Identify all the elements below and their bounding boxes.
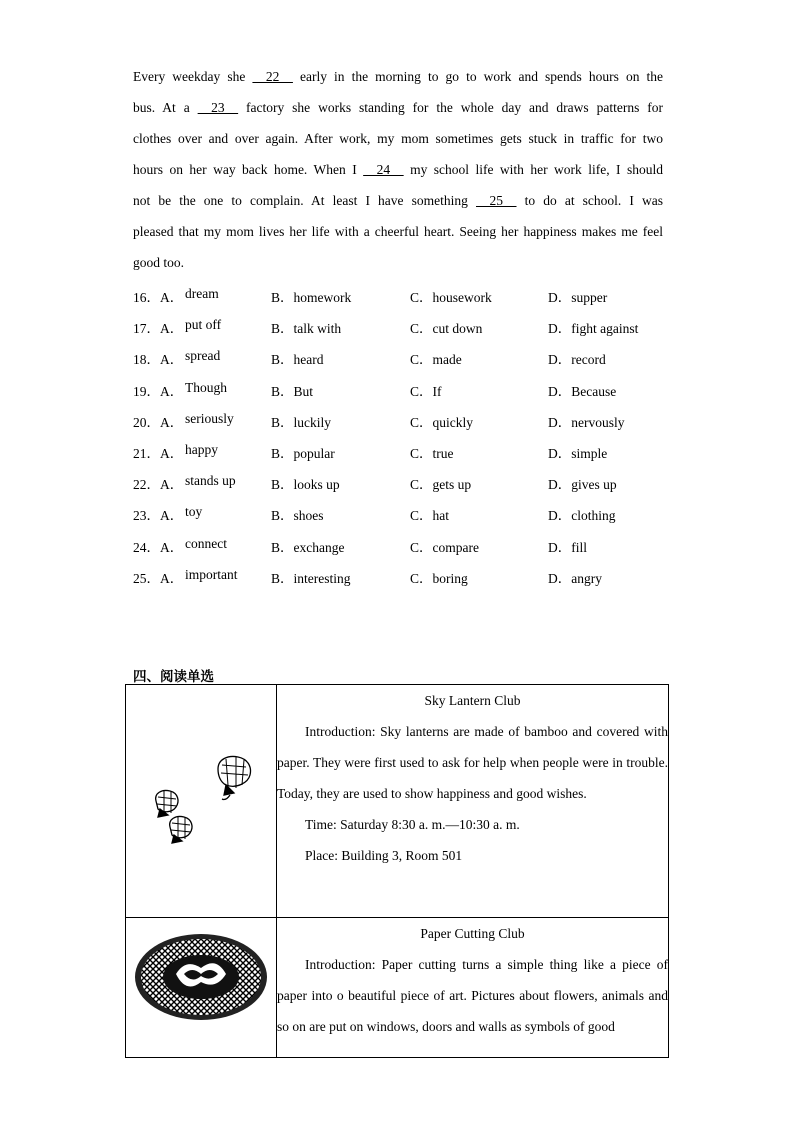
club-row-sky-lantern [126, 685, 669, 918]
passage-line: bus. At a 23 factory she works standing for the whole day and draws patterns for [133, 92, 663, 123]
passage-line: clothes over and over again. After work, my mom sometimes gets stuck in traffic for two [133, 131, 663, 146]
section-title: 四、阅读单选 [133, 669, 214, 685]
club-introduction: Introduction: Paper cutting turns a simple thing like a piece of paper into o beautiful piece of art. Pictures about flowers, animals and so on are put on windows, doors and walls as symbols of good [277, 957, 668, 1034]
passage-line: hours on her way back home. When I 24 my school life with her work life, I should [133, 154, 663, 185]
sky-lantern-picture [126, 685, 277, 918]
club-row-paper-cutting [126, 918, 669, 1058]
passage-line: good too. [133, 255, 185, 270]
sky-lantern-icon [126, 685, 276, 913]
clubs-table [125, 684, 669, 1058]
blank-23: 23 [197, 100, 239, 115]
blank-22: 22 [252, 69, 293, 84]
club-title: Paper Cutting Club [420, 926, 525, 941]
passage-line: Every weekday she 22 early in the morning to go to work and spends hours on the [133, 61, 663, 92]
blank-24: 24 [363, 162, 404, 177]
paper-cutting-icon [126, 918, 276, 1053]
worksheet-page: Every weekday she 22 early in the morning to go to work and spends hours on the bus. At a 23 factory she works standing for the whole day and draws patterns for clothes over and over again. After work, my mom sometimes gets stuck in traffic for two hours on her way back home. When I 24 my school life with her work life, I should not be the one to complain. At least I have something 25 to do at school. I was pleased that my mom lives her life with a cheerful heart. Seeing her happiness makes me feel good too. 16．A． dream B．homework C．housework D．supper 17．A． put off B．talk with C．cut down D．fight against 18．A． spread B．heard C．made D．record 19．A． Though B．But C．If D．Because 20．A． seriously B．luckily C．quickly D．nervously 21．A． happy B．popular C．true D．simple 22．A． stands up B．looks up C．gets up D．gives up 23．A． toy B．shoes C．hat D．clothing 24．A． connect B．exchange C．compare D．fill 25．A． important B．interesting C．boring D．angry 四、阅读单选 Sky Lantern Club Introduction: Sky lanterns are made of bamboo and covered with paper. They were first used to ask for help when people were in trouble. Today, they are used to show happiness and good wishes. Time: Saturday 8:30 a. m.—10:30 a. m. Place: Building 3, Room 501 Paper Cutting Club Introduction: Paper cutting turns a simple thing like a piece of paper into o beautiful piece of art. Pictures about flowers, animals and so on are put on windows, doors and walls as symbols of good [0, 0, 794, 1123]
paper-cutting-info [277, 918, 669, 1058]
paper-cutting-picture [126, 918, 277, 1058]
passage-line: not be the one to complain. At least I have something 25 to do at school. I was [133, 185, 663, 216]
cloze-passage [133, 61, 663, 278]
club-time: Time: Saturday 8:30 a. m.—10:30 a. m. [305, 817, 520, 832]
club-title: Sky Lantern Club [424, 693, 521, 708]
sky-lantern-info [277, 685, 669, 918]
blank-25: 25 [476, 193, 517, 208]
club-introduction: Introduction: Sky lanterns are made of bamboo and covered with paper. They were first used to ask for help when people were in trouble. Today, they are used to show happiness and good wishes. [277, 724, 668, 801]
passage-line: pleased that my mom lives her life with a cheerful heart. Seeing her happiness makes me feel [133, 224, 663, 239]
club-place: Place: Building 3, Room 501 [305, 848, 463, 863]
